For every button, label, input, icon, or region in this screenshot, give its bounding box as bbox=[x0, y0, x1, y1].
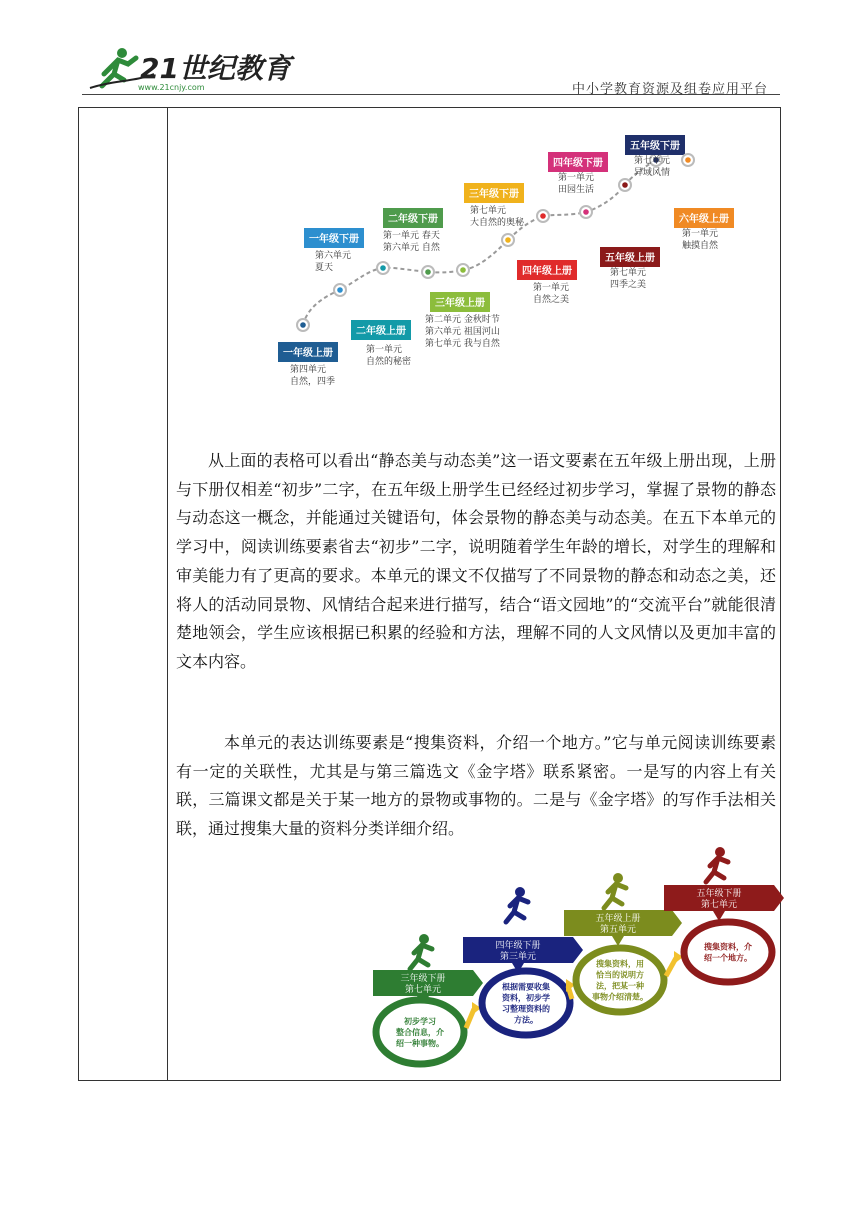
runner-icon bbox=[604, 873, 626, 908]
grade-label: 五年级上册 bbox=[605, 253, 655, 264]
timeline-dot-center bbox=[380, 265, 386, 271]
timeline-node bbox=[464, 183, 525, 246]
grade-banner-label: 第三单元 bbox=[499, 952, 537, 962]
grade-label: 五年级下册 bbox=[630, 141, 680, 152]
timeline-node bbox=[674, 154, 734, 251]
unit-label: 第一单元 bbox=[533, 283, 570, 293]
grade-label: 一年级下册 bbox=[309, 234, 359, 245]
unit-label: 第七单元 bbox=[470, 206, 507, 216]
progression-step bbox=[664, 847, 784, 982]
timeline-dot-center bbox=[425, 269, 431, 275]
page-header bbox=[80, 44, 780, 96]
grade-banner-label: 四年级下册 bbox=[495, 941, 541, 951]
unit-label: 第七单元 bbox=[634, 156, 671, 166]
runner-icon bbox=[410, 934, 432, 969]
unit-label: 自然，四季 bbox=[290, 377, 336, 387]
timeline-node bbox=[548, 152, 608, 218]
unit-label: 第一单元 bbox=[366, 345, 403, 355]
unit-label: 第四单元 bbox=[290, 365, 327, 375]
timeline-dot-center bbox=[460, 267, 466, 273]
grade-banner-label: 五年级下册 bbox=[696, 889, 742, 899]
grade-banner-label: 三年级下册 bbox=[400, 974, 446, 984]
platform-name: 中小学教育资源及组卷应用平台 bbox=[571, 82, 768, 97]
logo-text: 21世纪教育 bbox=[140, 52, 291, 85]
unit-label: 第六单元 祖国河山 bbox=[425, 327, 500, 337]
timeline-dot-center bbox=[300, 322, 306, 328]
unit-label: 第二单元 金秋时节 bbox=[425, 315, 500, 325]
grade-banner-label: 第七单元 bbox=[700, 900, 738, 910]
logo bbox=[84, 44, 291, 96]
unit-label: 自然之美 bbox=[533, 295, 570, 305]
unit-label: 第六单元 自然 bbox=[383, 243, 440, 253]
skill-text: 整合信息，介 bbox=[396, 1028, 444, 1037]
runner-icon bbox=[506, 887, 528, 922]
timeline-node bbox=[278, 319, 338, 387]
unit-label: 触摸自然 bbox=[682, 241, 719, 251]
skill-text: 资料，初步学 bbox=[502, 993, 550, 1003]
skill-text: 方法。 bbox=[514, 1015, 538, 1025]
skill-text: 绍一个地方。 bbox=[704, 953, 752, 963]
timeline-dot-center bbox=[622, 182, 628, 188]
column-divider bbox=[167, 108, 168, 1080]
grade-label: 六年级上册 bbox=[679, 214, 729, 225]
unit-label: 第一单元 bbox=[682, 229, 719, 239]
grade-label: 三年级上册 bbox=[435, 298, 485, 309]
grade-timeline-diagram bbox=[268, 130, 738, 410]
unit-label: 异域风情 bbox=[634, 168, 671, 178]
skill-text: 习整理资料的 bbox=[502, 1004, 550, 1014]
unit-label: 第七单元 bbox=[610, 268, 647, 278]
unit-label: 田园生活 bbox=[558, 185, 595, 195]
analysis-paragraph-2: 本单元的表达训练要素是“搜集资料，介绍一个地方。”它与单元阅读训练要素有一定的关联性，尤其是与第三篇选文《金字塔》联系紧密。一是写的内容上有关联，三篇课文都是关于某一地方的景物或事物的。二是与《金字塔》的写作手法相关联，通过搜集大量的资料分类详细介绍。 bbox=[176, 733, 776, 839]
timeline-dot-center bbox=[540, 213, 546, 219]
grade-banner-label: 五年级上册 bbox=[595, 914, 641, 924]
skill-circle bbox=[576, 948, 664, 1012]
skill-text: 法，把某一种 bbox=[596, 981, 644, 991]
timeline-node bbox=[600, 179, 660, 290]
timeline-dot-center bbox=[583, 209, 589, 215]
unit-label: 第六单元 bbox=[315, 251, 352, 261]
skill-text: 根据需要收集 bbox=[502, 982, 550, 992]
unit-label: 第一单元 春天 bbox=[383, 231, 440, 241]
analysis-paragraph-1: 从上面的表格可以看出“静态美与动态美”这一语文要素在五年级上册出现，上册与下册仅相差“初步”二字，在五年级上册学生已经经过初步学习，掌握了景物的静态与动态这一概念，并能通过关键语句，体会景物的静态美与动态美。在五下本单元的学习中，阅读训练要素省去“初步”二字，说明随着学生年龄的增长，对学生的理解和审美能力有了更高的要求。本单元的课文不仅描写了不同景物的静态和动态之美，还将人的活动同景物、风情结合起来进行描写，结合“语文园地”的“交流平台”就能很清楚地领会，学生应该根据已积累的经验和方法，理解不同的人文风情以及更加丰富的文本内容。 bbox=[176, 451, 776, 671]
timeline-node bbox=[304, 228, 364, 296]
unit-label: 夏天 bbox=[315, 263, 334, 273]
grade-label: 一年级上册 bbox=[283, 348, 333, 359]
down-arrow-icon bbox=[612, 936, 624, 946]
skill-text: 初步学习 bbox=[404, 1017, 436, 1026]
skill-progression-diagram bbox=[368, 840, 778, 1085]
runner-icon bbox=[706, 847, 728, 882]
grade-label: 三年级下册 bbox=[469, 189, 519, 200]
grade-label: 四年级上册 bbox=[522, 266, 572, 277]
unit-label: 四季之美 bbox=[610, 280, 647, 290]
unit-label: 大自然的奥秘 bbox=[470, 218, 525, 228]
grade-label: 四年级下册 bbox=[553, 158, 603, 169]
timeline-dot-center bbox=[685, 157, 691, 163]
skill-circle bbox=[684, 922, 772, 982]
skill-text: 恰当的说明方 bbox=[596, 970, 644, 980]
skill-text: 搜集资料，介 bbox=[704, 942, 752, 952]
timeline-node bbox=[383, 208, 443, 278]
unit-label: 自然的秘密 bbox=[366, 357, 412, 367]
timeline-node bbox=[425, 264, 501, 349]
grade-banner-label: 第五单元 bbox=[599, 925, 637, 935]
grade-label: 二年级上册 bbox=[356, 326, 406, 337]
progression-step bbox=[463, 887, 583, 1035]
grade-banner-label: 第七单元 bbox=[404, 985, 442, 995]
unit-label: 第一单元 bbox=[558, 173, 595, 183]
skill-text: 绍一种事物。 bbox=[396, 1039, 444, 1048]
timeline-dot-center bbox=[337, 287, 343, 293]
skill-circle bbox=[482, 971, 570, 1035]
timeline-node bbox=[351, 262, 411, 367]
timeline-dot-center bbox=[505, 237, 511, 243]
unit-label: 第七单元 我与自然 bbox=[425, 339, 500, 349]
logo-url: www.21cnjy.com bbox=[138, 83, 205, 92]
skill-text: 搜集资料，用 bbox=[596, 959, 644, 969]
header-divider bbox=[82, 94, 780, 95]
grade-label: 二年级下册 bbox=[388, 214, 438, 225]
timeline-node bbox=[625, 135, 685, 178]
skill-text: 事物介绍清楚。 bbox=[592, 992, 648, 1002]
